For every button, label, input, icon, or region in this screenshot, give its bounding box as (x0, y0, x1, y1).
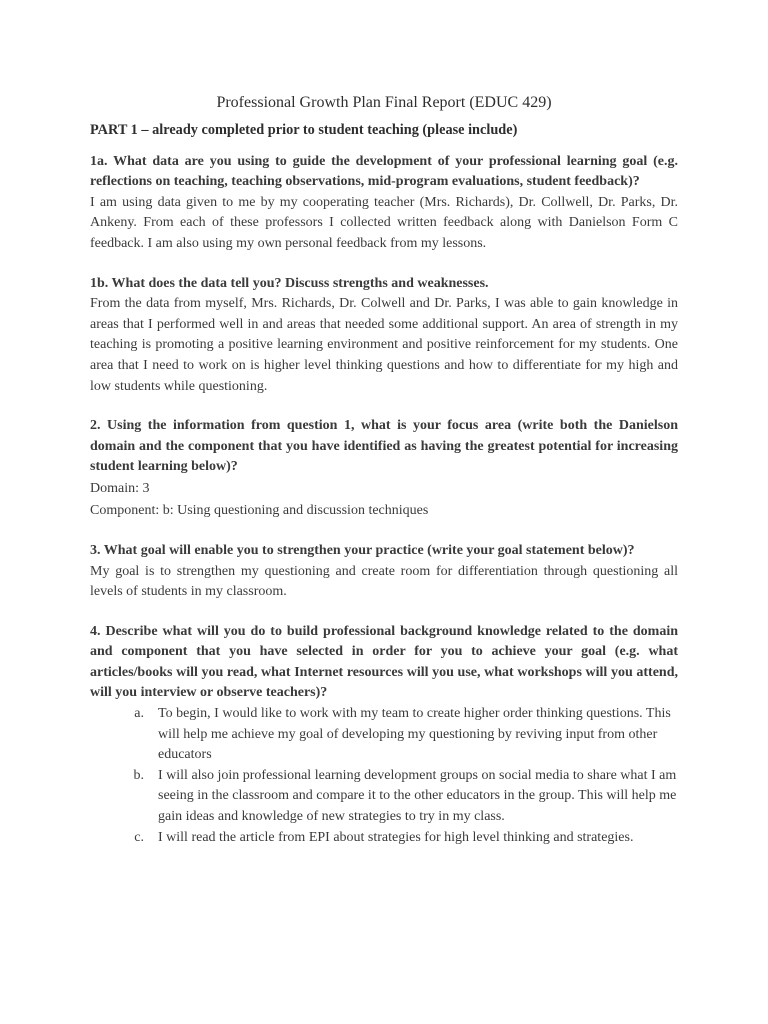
answer-4-list (90, 704, 678, 848)
answer-2-component: Component: b: Using questioning and discussion techniques (90, 502, 429, 518)
list-item (90, 704, 678, 766)
answer-1b: From the data from myself, Mrs. Richards, Dr. Colwell and Dr. Parks, I was able to gain knowledge in areas that I performed well in and areas that needed some additional support. An area of strength in my teaching is promoting a positive learning environment and positive reinforcement for my students. One area that I need to work on is higher level thinking questions and how to differentiate for my high and low students while questioning. (90, 296, 678, 394)
list-item (90, 828, 678, 849)
spacer (90, 255, 678, 274)
list-marker: b. (133, 767, 144, 783)
document-page (90, 92, 678, 848)
list-marker: a. (134, 706, 144, 722)
list-item-text: I will read the article from EPI about strategies for high level thinking and strategies. (158, 829, 634, 845)
answer-3: My goal is to strengthen my questioning and create room for differentiation through questioning all levels of students in my classroom. (90, 563, 678, 600)
spacer (90, 522, 678, 541)
question-4: 4. Describe what will you do to build professional background knowledge related to the domain and component that you have selected in order for you to achieve your goal (e.g. what articles/books will you read, what Internet resources will you use, what workshops will you attend, will you interview or observe teachers)? (90, 623, 678, 701)
question-3: 3. What goal will enable you to strengthen your practice (write your goal statement below)? (90, 542, 635, 558)
document-title: Professional Growth Plan Final Report (EDUC 429) (216, 94, 552, 111)
list-item-text: To begin, I would like to work with my team to create higher order thinking questions. This will help me achieve my goal of developing my questioning by reviving input from other educators (158, 706, 671, 763)
question-2: 2. Using the information from question 1, what is your focus area (write both the Danielson domain and the component that you have identified as having the greatest potential for increasing student learning below)? (90, 418, 678, 475)
part-heading: PART 1 – already completed prior to student teaching (please include) (90, 122, 518, 138)
list-marker: c. (134, 829, 144, 845)
spacer (90, 603, 678, 622)
list-item-text: I will also join professional learning development groups on social media to share what I am seeing in the classroom and compare it to the other educators in the group. This will help me gain ideas and knowledge of new strategies to try in my class. (158, 767, 677, 825)
spacer (90, 397, 678, 416)
answer-2-domain: Domain: 3 (90, 480, 150, 496)
question-1a: 1a. What data are you using to guide the development of your professional learning goal (e.g. reflections on teaching, teaching observations, mid-program evaluations, student feedback)? (90, 153, 678, 190)
question-1b: 1b. What does the data tell you? Discuss strengths and weaknesses. (90, 275, 489, 291)
answer-1a: I am using data given to me by my cooperating teacher (Mrs. Richards), Dr. Collwell, Dr. Parks, Dr. Ankeny. From each of these professors I collected written feedback along with Danielson Form C feedback. I am also using my own personal feedback from my lessons. (90, 194, 678, 251)
list-item (90, 766, 678, 828)
